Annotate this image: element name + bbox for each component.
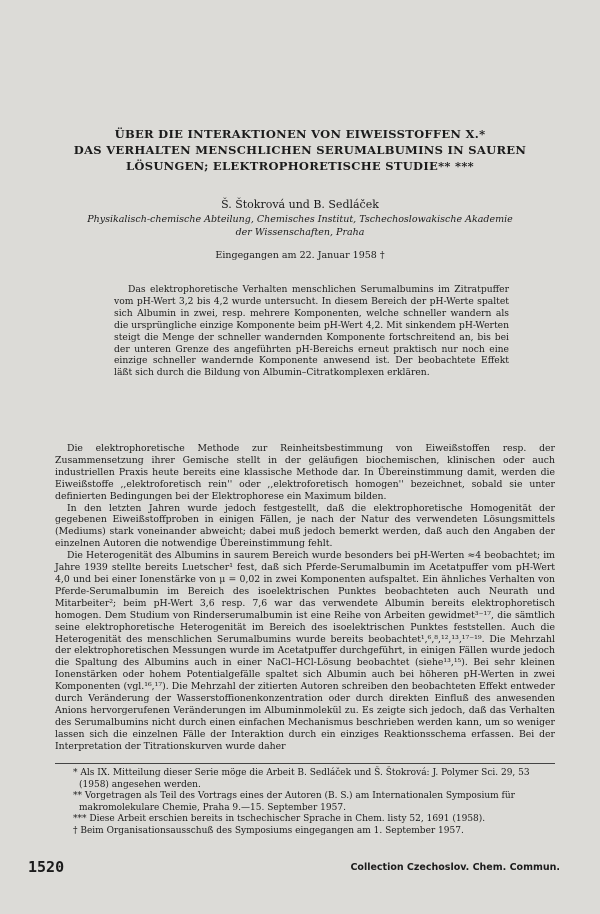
received-date: Eingegangen am 22. Januar 1958 † (215, 250, 385, 261)
footnotes (55, 768, 555, 838)
paragraph: Die elektrophoretische Methode zur Reinheitsbestimmung von Eiweißstoffen resp. der Zusammensetzung ihrer Gemische stellt in der geläufigen biochemischen, klinischen oder auch industriellen Praxis heute bereits eine klassische Methode dar. In Übereinstimmung damit, werden die Eiweißstoffe ,,elektroforetisch rein'' oder ,,elektroforetisch homogen'' bezeichnet, sobald sie unter definierten Bedingungen bei der Elektrophorese ein Maximum bilden. (55, 443, 555, 502)
paragraph: Die Heterogenität des Albumins in saurem Bereich wurde besonders bei pH-Werten ≈4 beobachtet; im Jahre 1939 stellte bereits Luetscher¹ fest, daß sich Pferde-Serumalbumin im Acetatpuffer vom pH-Wert 4,0 und bei einer Ionenstärke von μ = 0,02 in zwei Komponenten aufspaltet. Ein ähnliches Verhalten von Pferde-Serumalbumin im Bereich des isoelektrischen Punktes beobachteten auch Neurath und Mitarbeiter²; beim pH-Wert 3,6 resp. 7,6 war das verwendete Albumin bereits elektrophoretisch homogen. Dem Studium von Rinderserumalbumin ist eine Reihe von Arbeiten gewidmet³⁻¹⁷, die sämtlich seine elektrophoretische Heterogenität im Bereich des isoelektrischen Punktes feststellen. Auch die Heterogenität des menschlichen Serumalbumins wurde bereits beobachtet¹,⁶,⁸,¹²,¹³,¹⁷⁻¹⁹. Die Mehrzahl der elektrophoretischen Messungen wurde im Acetatpuffer durchgeführt, in einigen Fällen wurde jedoch die Spaltung des Albumins auch in einer NaCl–HCl-Lösung beobachtet (siehe¹³,¹⁵). Bei sehr kleinen Ionenstärken oder hohem Potentialgefälle spaltet sich Albumin auch bei höheren pH-Werten in zwei Komponenten (vgl.¹⁶,¹⁷). Die Mehrzahl der zitierten Autoren schreiben den beobachteten Effekt entweder durch Veränderung der Wasserstoffionenkonzentration oder durch direkten Einfluß des anwesenden Anions hervorgerufenen Veränderungen im Albuminmolekül zu. Es zeigte sich jedoch, daß das Verhalten des Serumalbumins nicht durch einen einfachen Mechanismus beschrieben werden kann, um so weniger lassen sich die einzelnen Fälle der Interaktion durch ein einziges Reaktionsschema erfassen. Bei der Interpretation der Titrationskurven wurde daher (55, 550, 555, 752)
footnote: † Beim Organisationsausschuß des Symposiums eingegangen am 1. September 1957. (73, 825, 464, 836)
title-line-2: DAS VERHALTEN MENSCHLICHEN SERUMALBUMINS IN SAUREN (73, 143, 527, 157)
title-line-1: ÜBER DIE INTERAKTIONEN VON EIWEISSTOFFEN X.* (114, 127, 486, 141)
footnote: * Als IX. Mitteilung dieser Serie möge die Arbeit B. Sedláček und Š. Štokrová: J. Polymer Sci. 29, 53 (1958) angesehen werden. (73, 768, 530, 790)
footnote-divider (55, 763, 555, 764)
authors: Š. Štokrová und B. Sedláček (221, 198, 379, 211)
journal-name: Collection Czechoslov. Chem. Commun. (350, 862, 560, 873)
body-text (55, 443, 555, 753)
affiliation: Physikalisch-chemische Abteilung, Chemisches Institut, Tschechoslowakische Akademie der Wissenschaften, Praha (87, 214, 513, 238)
abstract-text: Das elektrophoretische Verhalten menschlichen Serumalbumins im Zitratpuffer vom pH-Wert 3,2 bis 4,2 wurde untersucht. In diesem Bereich der pH-Werte spaltet sich Albumin in zwei, resp. mehrere Komponenten, welche schneller wandern als die ursprüngliche einzige Komponente beim pH-Wert 4,2. Mit sinkendem pH-Werten steigt die Menge der schneller wandernden Komponente fortschreitend an, bis bei der unteren Grenze des angeführten pH-Bereichs erneut praktisch nur noch eine einzige schneller wandernde Komponente anwesend ist. Der beobachtete Effekt läßt sich durch die Bildung von Albumin–Citratkomplexen erklären. (114, 284, 509, 379)
footnote: *** Diese Arbeit erschien bereits in tschechischer Sprache in Chem. listy 52, 1691 (1958). (73, 814, 486, 825)
title-line-3: LÖSUNGEN; ELEKTROPHORETISCHE STUDIE** *** (126, 159, 474, 173)
page-number: 1520 (28, 858, 65, 876)
abstract (114, 284, 509, 379)
footnote: ** Vorgetragen als Teil des Vortrags eines der Autoren (B. S.) am Internationalen Symposium für makromolekulare Chemie, Praha 9.—15. September 1957. (73, 791, 515, 813)
article-title (40, 126, 560, 174)
paragraph: In den letzten Jahren wurde jedoch festgestellt, daß die elektrophoretische Homogenität der gegebenen Eiweißstoffproben in einigen Fällen, je nach der Natur des verwendeten Lösungsmittels (Mediums) stark voneinander abweicht; dabei muß jedoch bemerkt werden, daß auch den Angaben der einzelnen Autoren die notwendige Übereinstimmung fehlt. (55, 502, 555, 550)
